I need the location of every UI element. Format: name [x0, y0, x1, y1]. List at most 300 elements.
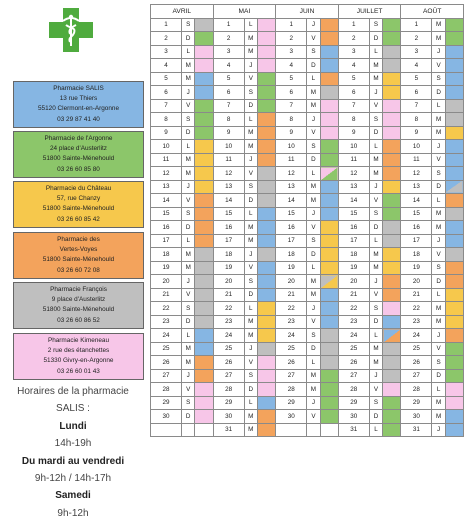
pharmacy-card-line: 51800 Sainte-Ménehould: [42, 155, 115, 163]
duty-pharmacy-cell: [383, 18, 401, 32]
duty-pharmacy-cell: [383, 248, 401, 262]
date-number: 19: [401, 261, 432, 275]
pharmacy-card-line: Pharmacie de l'Argonne: [44, 135, 113, 142]
date-number: 15: [338, 207, 369, 221]
date-number: 19: [338, 261, 369, 275]
date-number: 2: [276, 32, 307, 46]
weekday-letter: D: [369, 32, 382, 46]
weekday-letter: M: [369, 248, 382, 262]
duty-pharmacy-cell: [320, 207, 338, 221]
duty-pharmacy-cell: [195, 423, 213, 437]
pharmacy-card-chateau: [13, 181, 144, 228]
duty-pharmacy-cell: [258, 86, 276, 100]
weekday-letter: M: [244, 126, 257, 140]
pharmacy-card-line: 9 place d'Austerlitz: [51, 296, 106, 304]
date-number: 10: [401, 140, 432, 154]
duty-pharmacy-cell: [445, 261, 463, 275]
weekday-letter: L: [369, 140, 382, 154]
date-number: 5: [213, 72, 244, 86]
date-number: 24: [401, 329, 432, 343]
duty-pharmacy-cell: [320, 32, 338, 46]
date-number: 25: [276, 342, 307, 356]
weekday-letter: M: [182, 59, 195, 73]
duty-pharmacy-cell: [195, 86, 213, 100]
date-number: 19: [213, 261, 244, 275]
date-number: 22: [213, 302, 244, 316]
weekday-letter: V: [369, 288, 382, 302]
date-number: 22: [276, 302, 307, 316]
weekday-letter: S: [432, 167, 445, 181]
pharmacy-card-line: Vertes-Voyes: [59, 246, 98, 254]
weekday-letter: V: [307, 32, 320, 46]
date-number: 1: [401, 18, 432, 32]
date-number: 16: [213, 221, 244, 235]
weekday-letter: J: [182, 180, 195, 194]
duty-pharmacy-cell: [383, 59, 401, 73]
duty-pharmacy-cell: [195, 410, 213, 424]
duty-pharmacy-cell: [383, 383, 401, 397]
duty-pharmacy-cell: [445, 369, 463, 383]
date-number: [151, 423, 182, 437]
calendar-row: [151, 302, 464, 316]
weekday-letter: V: [244, 261, 257, 275]
duty-pharmacy-cell: [195, 315, 213, 329]
date-number: 14: [338, 194, 369, 208]
duty-pharmacy-cell: [383, 140, 401, 154]
duty-pharmacy-cell: [320, 180, 338, 194]
weekday-letter: S: [244, 369, 257, 383]
date-number: 1: [151, 18, 182, 32]
weekday-letter: J: [432, 45, 445, 59]
date-number: 1: [338, 18, 369, 32]
weekday-letter: S: [307, 45, 320, 59]
weekday-letter: D: [369, 126, 382, 140]
duty-pharmacy-cell: [258, 261, 276, 275]
pharmacy-card-line: Pharmacie François: [50, 286, 107, 293]
duty-pharmacy-cell: [383, 342, 401, 356]
calendar-row: [151, 329, 464, 343]
weekday-letter: M: [369, 59, 382, 73]
weekday-letter: L: [182, 140, 195, 154]
weekday-letter: D: [307, 342, 320, 356]
date-number: 29: [338, 396, 369, 410]
duty-pharmacy-cell: [195, 383, 213, 397]
weekday-letter: V: [369, 383, 382, 397]
date-number: 13: [151, 180, 182, 194]
weekday-letter: D: [369, 410, 382, 424]
weekday-letter: J: [182, 86, 195, 100]
duty-pharmacy-cell: [195, 180, 213, 194]
weekday-letter: S: [432, 356, 445, 370]
hours-time-1: 14h-19h: [54, 438, 92, 450]
duty-pharmacy-cell: [258, 221, 276, 235]
date-number: 22: [338, 302, 369, 316]
month-header-2: JUIN: [276, 5, 339, 19]
duty-pharmacy-cell: [258, 342, 276, 356]
weekday-letter: D: [244, 383, 257, 397]
weekday-letter: L: [307, 261, 320, 275]
pharmacy-card-line: 57, rue Chanzy: [56, 195, 101, 203]
pharmacy-card-salis: [13, 81, 144, 128]
weekday-letter: D: [432, 180, 445, 194]
duty-pharmacy-cell: [195, 207, 213, 221]
date-number: 13: [213, 180, 244, 194]
duty-pharmacy-cell: [258, 302, 276, 316]
duty-pharmacy-cell: [195, 99, 213, 113]
duty-pharmacy-cell: [258, 329, 276, 343]
date-number: 23: [401, 315, 432, 329]
date-number: 14: [401, 194, 432, 208]
weekday-letter: L: [432, 383, 445, 397]
date-number: 7: [213, 99, 244, 113]
calendar-row: [151, 207, 464, 221]
weekday-letter: J: [369, 275, 382, 289]
duty-pharmacy-cell: [195, 72, 213, 86]
weekday-letter: J: [307, 207, 320, 221]
weekday-letter: V: [307, 126, 320, 140]
duty-pharmacy-cell: [195, 248, 213, 262]
month-header-4: AOÛT: [401, 5, 464, 19]
duty-pharmacy-cell: [445, 167, 463, 181]
date-number: 24: [213, 329, 244, 343]
weekday-letter: J: [244, 153, 257, 167]
duty-pharmacy-cell: [383, 86, 401, 100]
pharmacy-card-line: Pharmacie SALIS: [53, 85, 104, 92]
duty-pharmacy-cell: [320, 140, 338, 154]
duty-pharmacy-cell: [320, 423, 338, 437]
weekday-letter: D: [432, 275, 445, 289]
pharmacy-card-line: 24 place d'Austerlitz: [50, 145, 107, 153]
date-number: 4: [213, 59, 244, 73]
duty-pharmacy-cell: [445, 342, 463, 356]
duty-pharmacy-cell: [320, 369, 338, 383]
weekday-letter: L: [369, 329, 382, 343]
duty-pharmacy-cell: [445, 153, 463, 167]
date-number: 3: [151, 45, 182, 59]
pharmacy-card-line: Pharmacie Kimeneau: [47, 337, 110, 344]
weekday-letter: V: [307, 315, 320, 329]
month-header-3: JUILLET: [338, 5, 401, 19]
duty-pharmacy-cell: [195, 369, 213, 383]
weekday-letter: M: [307, 275, 320, 289]
date-number: 13: [276, 180, 307, 194]
date-number: 31: [213, 423, 244, 437]
date-number: 18: [276, 248, 307, 262]
date-number: 20: [401, 275, 432, 289]
calendar-row: [151, 194, 464, 208]
date-number: 25: [213, 342, 244, 356]
date-number: 4: [401, 59, 432, 73]
weekday-letter: M: [244, 410, 257, 424]
pharmacy-card-vertes-voyes: [13, 232, 144, 279]
duty-pharmacy-cell: [445, 275, 463, 289]
duty-pharmacy-cell: [195, 59, 213, 73]
weekday-letter: M: [432, 18, 445, 32]
pharmacy-card-line: 51800 Sainte-Ménehould: [42, 256, 115, 264]
pharmacy-card-line: 03 26 60 01 43: [57, 367, 100, 375]
weekday-letter: M: [369, 167, 382, 181]
weekday-letter: M: [182, 261, 195, 275]
date-number: 30: [276, 410, 307, 424]
date-number: 26: [151, 356, 182, 370]
pharmacy-card-line: 55120 Clermont-en-Argonne: [38, 105, 119, 113]
date-number: 12: [401, 167, 432, 181]
duty-pharmacy-cell: [445, 356, 463, 370]
pharmacy-card-line: 51800 Sainte-Ménehould: [42, 306, 115, 314]
weekday-letter: J: [307, 396, 320, 410]
duty-pharmacy-cell: [383, 194, 401, 208]
date-number: 27: [276, 369, 307, 383]
date-number: 7: [401, 99, 432, 113]
duty-pharmacy-cell: [195, 45, 213, 59]
duty-pharmacy-cell: [258, 275, 276, 289]
duty-pharmacy-cell: [383, 369, 401, 383]
duty-pharmacy-cell: [258, 59, 276, 73]
weekday-letter: M: [182, 72, 195, 86]
date-number: 18: [151, 248, 182, 262]
weekday-letter: D: [369, 221, 382, 235]
duty-pharmacy-cell: [258, 234, 276, 248]
weekday-letter: D: [432, 369, 445, 383]
duty-pharmacy-cell: [320, 315, 338, 329]
duty-pharmacy-cell: [383, 72, 401, 86]
hours-time-2: 9h-12h / 14h-17h: [34, 473, 112, 485]
calendar-row: [151, 410, 464, 424]
duty-pharmacy-cell: [258, 288, 276, 302]
duty-pharmacy-cell: [320, 410, 338, 424]
duty-pharmacy-cell: [258, 72, 276, 86]
calendar-row: [151, 153, 464, 167]
weekday-letter: V: [432, 248, 445, 262]
date-number: 27: [213, 369, 244, 383]
date-number: 6: [151, 86, 182, 100]
date-number: 7: [276, 99, 307, 113]
duty-pharmacy-cell: [383, 207, 401, 221]
duty-pharmacy-cell: [445, 207, 463, 221]
weekday-letter: L: [307, 167, 320, 181]
weekday-letter: L: [432, 288, 445, 302]
duty-pharmacy-cell: [258, 32, 276, 46]
weekday-letter: M: [432, 113, 445, 127]
weekday-letter: V: [369, 194, 382, 208]
weekday-letter: D: [182, 221, 195, 235]
pharmacy-card-kimeneau: [13, 333, 144, 380]
weekday-letter: D: [244, 288, 257, 302]
duty-pharmacy-cell: [320, 302, 338, 316]
weekday-letter: J: [244, 342, 257, 356]
weekday-letter: M: [182, 342, 195, 356]
duty-pharmacy-cell: [445, 383, 463, 397]
pharmacy-cross-logo: [48, 7, 94, 53]
duty-pharmacy-cell: [383, 396, 401, 410]
date-number: 23: [276, 315, 307, 329]
weekday-letter: M: [369, 153, 382, 167]
duty-pharmacy-cell: [320, 194, 338, 208]
weekday-letter: V: [432, 59, 445, 73]
date-number: 9: [401, 126, 432, 140]
date-number: [276, 423, 307, 437]
date-number: 21: [213, 288, 244, 302]
duty-pharmacy-cell: [320, 86, 338, 100]
date-number: 23: [213, 315, 244, 329]
weekday-letter: L: [369, 234, 382, 248]
weekday-letter: M: [244, 423, 257, 437]
weekday-letter: J: [307, 18, 320, 32]
duty-pharmacy-cell: [383, 32, 401, 46]
weekday-letter: M: [307, 99, 320, 113]
date-number: 17: [401, 234, 432, 248]
weekday-letter: [307, 423, 320, 437]
date-number: 15: [213, 207, 244, 221]
duty-pharmacy-cell: [445, 59, 463, 73]
date-number: 29: [213, 396, 244, 410]
weekday-letter: J: [182, 275, 195, 289]
date-number: 28: [401, 383, 432, 397]
duty-pharmacy-cell: [320, 59, 338, 73]
date-number: 8: [338, 113, 369, 127]
weekday-letter: S: [182, 396, 195, 410]
weekday-letter: D: [307, 153, 320, 167]
weekday-letter: L: [307, 356, 320, 370]
duty-pharmacy-cell: [445, 140, 463, 154]
calendar-row: [151, 18, 464, 32]
duty-pharmacy-cell: [195, 113, 213, 127]
weekday-letter: M: [432, 126, 445, 140]
date-number: 9: [151, 126, 182, 140]
date-number: 5: [151, 72, 182, 86]
weekday-letter: D: [182, 126, 195, 140]
weekday-letter: M: [432, 410, 445, 424]
date-number: 2: [213, 32, 244, 46]
duty-pharmacy-cell: [195, 396, 213, 410]
duty-pharmacy-cell: [383, 153, 401, 167]
pharmacy-card-line: 2 rue des étanchettes: [47, 347, 110, 355]
weekday-letter: V: [182, 194, 195, 208]
date-number: 9: [213, 126, 244, 140]
weekday-letter: J: [369, 369, 382, 383]
weekday-letter: D: [244, 194, 257, 208]
duty-pharmacy-cell: [383, 275, 401, 289]
duty-pharmacy-cell: [258, 383, 276, 397]
hours-time-3: 9h-12h: [57, 507, 89, 519]
date-number: 20: [151, 275, 182, 289]
weekday-letter: V: [307, 221, 320, 235]
duty-pharmacy-cell: [383, 356, 401, 370]
duty-pharmacy-cell: [258, 369, 276, 383]
weekday-letter: S: [244, 180, 257, 194]
duty-pharmacy-cell: [195, 234, 213, 248]
weekday-letter: M: [432, 221, 445, 235]
duty-pharmacy-cell: [383, 180, 401, 194]
duty-pharmacy-cell: [320, 113, 338, 127]
duty-pharmacy-cell: [258, 194, 276, 208]
weekday-letter: M: [244, 45, 257, 59]
pharmacy-card-line: 03 29 87 41 40: [57, 115, 100, 123]
duty-pharmacy-cell: [320, 275, 338, 289]
duty-pharmacy-cell: [195, 32, 213, 46]
date-number: 8: [276, 113, 307, 127]
duty-pharmacy-cell: [383, 221, 401, 235]
date-number: 3: [276, 45, 307, 59]
date-number: 21: [276, 288, 307, 302]
duty-pharmacy-cell: [258, 396, 276, 410]
weekday-letter: M: [432, 396, 445, 410]
weekday-letter: J: [182, 369, 195, 383]
duty-pharmacy-cell: [383, 410, 401, 424]
date-number: 3: [338, 45, 369, 59]
duty-pharmacy-cell: [445, 288, 463, 302]
calendar-row: [151, 99, 464, 113]
date-number: 28: [151, 383, 182, 397]
date-number: 21: [151, 288, 182, 302]
weekday-letter: S: [244, 275, 257, 289]
calendar-row: [151, 180, 464, 194]
weekday-letter: S: [369, 18, 382, 32]
duty-pharmacy-cell: [258, 410, 276, 424]
date-number: 12: [151, 167, 182, 181]
date-number: 8: [401, 113, 432, 127]
pharmacy-card-argonne: [13, 131, 144, 178]
date-number: 26: [276, 356, 307, 370]
weekday-letter: L: [369, 45, 382, 59]
date-number: 29: [276, 396, 307, 410]
weekday-letter: J: [432, 140, 445, 154]
duty-pharmacy-cell: [383, 167, 401, 181]
date-number: 17: [338, 234, 369, 248]
date-number: 8: [151, 113, 182, 127]
date-number: 21: [338, 288, 369, 302]
duty-pharmacy-cell: [195, 288, 213, 302]
weekday-letter: S: [182, 113, 195, 127]
hours-subtitle: SALIS :: [56, 403, 90, 415]
date-number: 17: [213, 234, 244, 248]
calendar-row: [151, 288, 464, 302]
duty-pharmacy-cell: [383, 288, 401, 302]
duty-pharmacy-cell: [195, 275, 213, 289]
duty-pharmacy-cell: [258, 207, 276, 221]
date-number: 30: [338, 410, 369, 424]
weekday-letter: V: [182, 383, 195, 397]
date-number: 6: [338, 86, 369, 100]
date-number: 26: [401, 356, 432, 370]
weekday-letter: M: [244, 140, 257, 154]
date-number: 7: [338, 99, 369, 113]
duty-pharmacy-cell: [320, 383, 338, 397]
duty-pharmacy-cell: [195, 126, 213, 140]
calendar-row: [151, 423, 464, 437]
duty-pharmacy-cell: [195, 342, 213, 356]
pharmacy-card-line: 03 26 60 85 42: [57, 215, 100, 223]
weekday-letter: M: [244, 234, 257, 248]
hours-title: Horaires de la pharmacie: [17, 386, 129, 397]
calendar-row: [151, 369, 464, 383]
pharmacy-card-line: 13 rue Thiers: [59, 95, 98, 103]
weekday-letter: J: [432, 423, 445, 437]
duty-pharmacy-cell: [383, 423, 401, 437]
date-number: 30: [213, 410, 244, 424]
date-number: 13: [338, 180, 369, 194]
date-number: 3: [213, 45, 244, 59]
date-number: 23: [151, 315, 182, 329]
weekday-letter: M: [432, 302, 445, 316]
duty-pharmacy-cell: [445, 221, 463, 235]
date-number: 5: [276, 72, 307, 86]
hours-day-2: Du mardi au vendredi: [21, 455, 125, 467]
date-number: 9: [276, 126, 307, 140]
weekday-letter: M: [244, 315, 257, 329]
date-number: 9: [338, 126, 369, 140]
date-number: 20: [276, 275, 307, 289]
